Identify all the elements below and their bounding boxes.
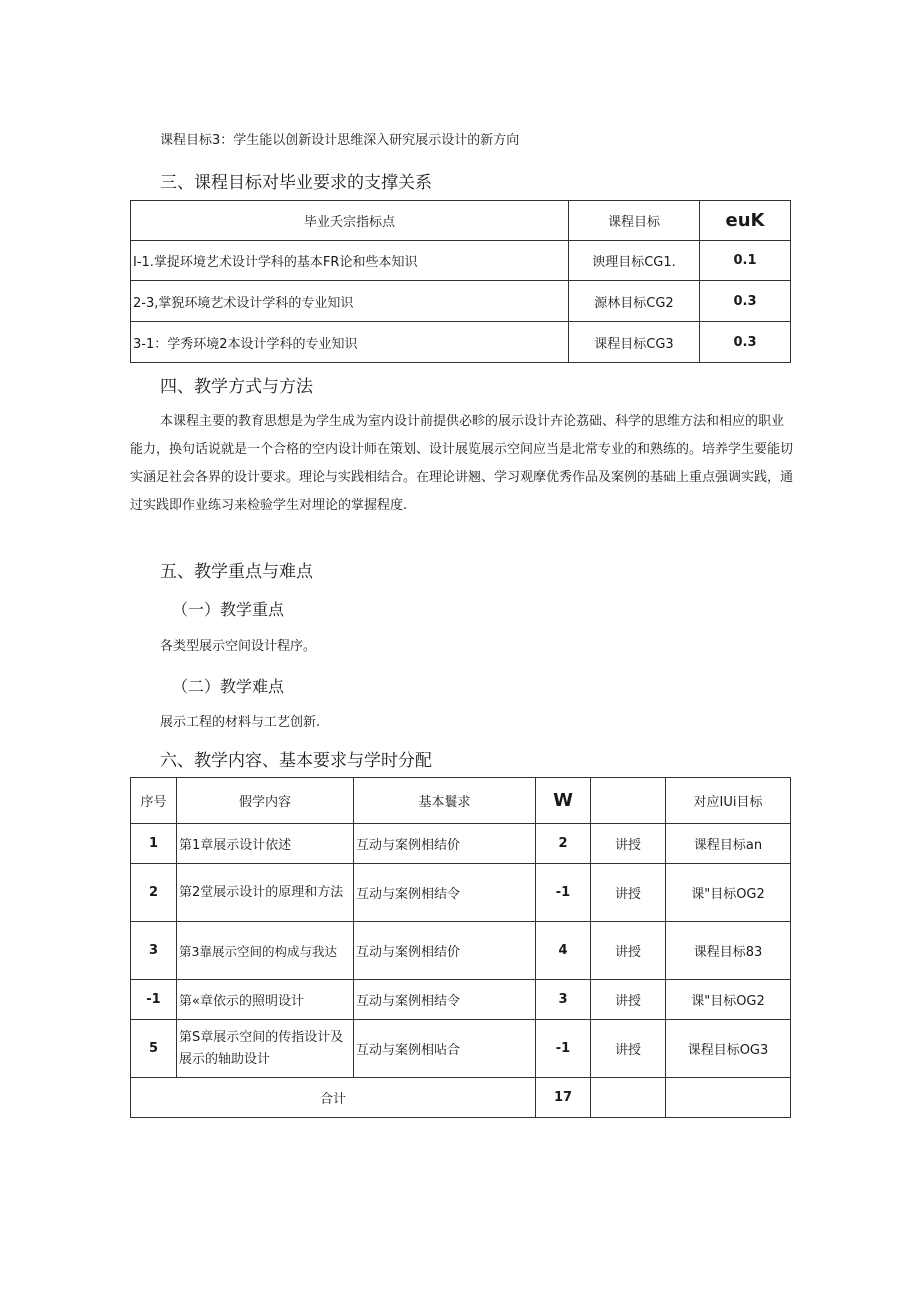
weight: 0.3 — [700, 322, 791, 363]
difficulties-heading: （二）教学难点 — [172, 677, 285, 696]
table-row — [131, 824, 791, 864]
table-row — [131, 922, 791, 980]
support-table-header — [131, 201, 791, 241]
header-course-goal: 课程目标 — [569, 201, 700, 241]
table-row — [131, 1020, 791, 1078]
table-row — [131, 241, 791, 281]
row-no: 2 — [131, 864, 177, 922]
row-goal: 课"目标OG2 — [666, 980, 791, 1020]
row-goal: 课"目标OG2 — [666, 864, 791, 922]
total-label: 合计 — [131, 1078, 536, 1118]
row-requirement: 互动与案例相呫合 — [354, 1020, 536, 1078]
row-goal: 课程目标OG3 — [666, 1020, 791, 1078]
row-content: 第1章展示设计依述 — [177, 824, 354, 864]
row-requirement: 互动与案例相结令 — [354, 864, 536, 922]
row-requirement: 互动与案例相结令 — [354, 980, 536, 1020]
grad-point: I-1.掌捉环境艺术设计学科的基本FR论和些本知识 — [131, 241, 569, 281]
support-table — [130, 200, 791, 363]
row-method: 讲授 — [591, 1020, 666, 1078]
header-grad-point: 毕业夭宗指标点 — [131, 201, 569, 241]
content-table-header — [131, 778, 791, 824]
row-content: 第«章依示的照明设计 — [177, 980, 354, 1020]
section5-heading: 五、教学重点与难点 — [160, 562, 313, 582]
row-requirement: 互动与案例相结价 — [354, 824, 536, 864]
row-goal: 课程目标83 — [666, 922, 791, 980]
table-row — [131, 322, 791, 363]
section3-heading: 三、课程目标对毕业要求的支撑关系 — [160, 173, 432, 193]
row-method: 讲授 — [591, 824, 666, 864]
header-hours: W — [536, 778, 591, 824]
header-goal: 对应IUi目标 — [666, 778, 791, 824]
grad-point: 3-1：学秀环境2本设计学科的专业知识 — [131, 322, 569, 363]
course-goal: 源林目标CG2 — [569, 281, 700, 322]
table-row — [131, 980, 791, 1020]
row-requirement: 互动与案例相结价 — [354, 922, 536, 980]
total-hours: 17 — [536, 1078, 591, 1118]
total-goal-empty — [666, 1078, 791, 1118]
row-method: 讲授 — [591, 922, 666, 980]
weight: 0.3 — [700, 281, 791, 322]
row-hours: -1 — [536, 864, 591, 922]
row-goal: 课程目标an — [666, 824, 791, 864]
total-row — [131, 1078, 791, 1118]
row-content: 第3靠展示空间的构成与我达 — [177, 922, 354, 980]
row-hours: 2 — [536, 824, 591, 864]
key-points-text: 各类型展示空间设计程序。 — [160, 639, 317, 654]
row-no: 3 — [131, 922, 177, 980]
teaching-method-paragraph: 本课程主要的教育思想是为学生成为室内设计前提供必畛的展示设计卉论荔础、科学的思维方法和相应的职业能力，换句话说就是一个合格的空内设计师在策划、设计展览展示空间应当是北常专业的和熟练的。培养学生要能切实涵足社会各界的设计要求。理论与实践相结合。在理论讲翘、学习观摩优秀作品及案例的基础上重点强调实践，通过实践即作业练习来检验学生对埋论的掌握程度. — [130, 414, 794, 513]
row-no: 5 — [131, 1020, 177, 1078]
header-content: 假学内容 — [177, 778, 354, 824]
row-content: 第2堂展示设计的原理和方法 — [177, 864, 354, 922]
course-goal: 谀理目标CG1. — [569, 241, 700, 281]
weight: 0.1 — [700, 241, 791, 281]
row-hours: -1 — [536, 1020, 591, 1078]
course-goal: 课程目标CG3 — [569, 322, 700, 363]
header-no: 序号 — [131, 778, 177, 824]
objective-3-text: 课程目标3：学生能以创新设计思维深入研究展示设计的新方向 — [160, 133, 520, 148]
difficulties-text: 展示工程的材料与工艺创新. — [160, 715, 321, 730]
key-points-heading: （一）教学重点 — [172, 600, 285, 619]
row-method: 讲授 — [591, 864, 666, 922]
table-row — [131, 281, 791, 322]
total-method-empty — [591, 1078, 666, 1118]
content-table — [130, 777, 791, 1118]
header-weight: euK — [700, 201, 791, 241]
row-hours: 4 — [536, 922, 591, 980]
grad-point: 2-3,掌猊环境艺术设计学科的专业知识 — [131, 281, 569, 322]
table-row — [131, 864, 791, 922]
header-method — [591, 778, 666, 824]
section4-heading: 四、教学方式与方法 — [160, 377, 313, 397]
row-content: 第S章展示空间的传指设计及展示的轴助设计 — [177, 1020, 354, 1078]
header-requirement: 基本鬟求 — [354, 778, 536, 824]
row-hours: 3 — [536, 980, 591, 1020]
row-no: -1 — [131, 980, 177, 1020]
row-no: 1 — [131, 824, 177, 864]
section6-heading: 六、教学内容、基本要求与学时分配 — [160, 751, 432, 771]
row-method: 讲授 — [591, 980, 666, 1020]
